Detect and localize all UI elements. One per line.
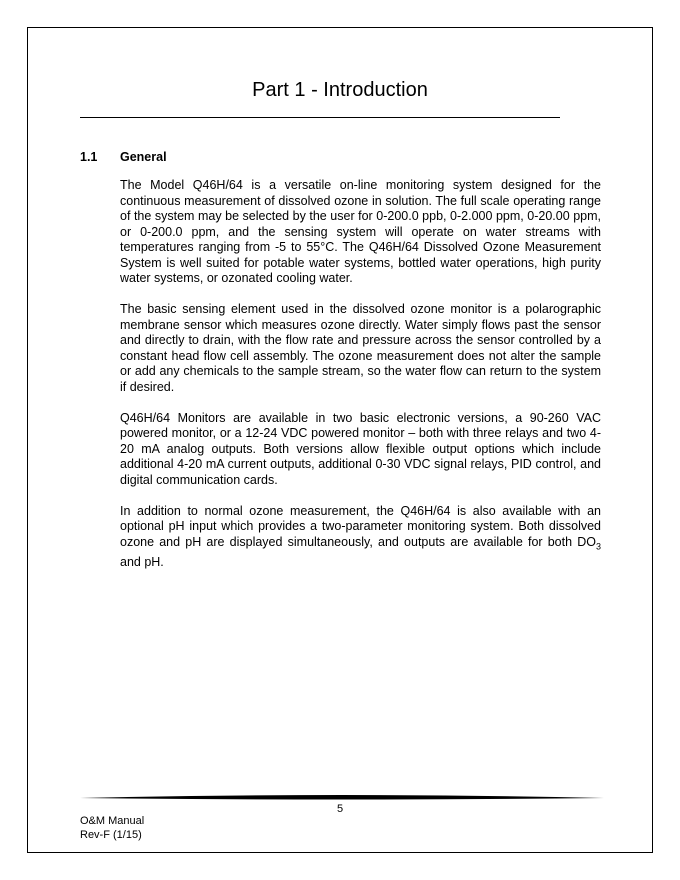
paragraph-2: The basic sensing element used in the dissolved ozone monitor is a polarographic membrane sensor which measures ozone directly. Water simply flows past the sensor and directly to drain, with the flow rate and pressure across the sensor controlled by a constant head flow cell assembly. The ozone measurement does not alter the sample or add any chemicals to the sample stream, so the water flow can return to the system if desired. (120, 302, 601, 394)
paragraph-4-text: In addition to normal ozone measurement, the Q46H/64 is also available with an optional pH input which provides a two-parameter monitoring system. Both dissolved ozone and pH are displayed simultaneously, and outputs are available for both DO (120, 503, 601, 549)
page-number: 5 (336, 803, 344, 815)
paragraph-3: Q46H/64 Monitors are available in two basic electronic versions, a 90-260 VAC powered monitor, or a 12-24 VDC powered monitor – both with three relays and two 4-20 mA analog outputs. Both versions allow flexible output options which include additional 4-20 mA current outputs, additional 0-30 VDC signal relays, PID control, and digital communication cards. (120, 410, 601, 487)
paragraph-4 (120, 504, 601, 571)
section-number: 1.1 (80, 150, 98, 164)
paragraph-4-subscript: 3 (595, 541, 601, 551)
footer-swoosh-divider (80, 792, 604, 802)
footer-manual: O&M Manual (80, 815, 145, 827)
section-title: General (120, 150, 167, 164)
page-title: Part 1 - Introduction (252, 79, 428, 101)
footer-revision: Rev-F (1/15) (80, 829, 142, 841)
paragraph-4-tail: and pH. (120, 554, 164, 569)
title-rule (80, 117, 560, 118)
footer-info (80, 814, 144, 842)
paragraph-1: The Model Q46H/64 is a versatile on-line monitoring system designed for the continuous measurement of dissolved ozone in solution. The full scale operating range of the system may be selected by the user for 0-200.0 ppb, 0-2.000 ppm, 0-20.00 ppm, or 0-200.0 ppm, and the sensing system will operate on water streams with temperatures ranging from -5 to 55°C. The Q46H/64 Dissolved Ozone Measurement System is well suited for potable water systems, bottled water operations, high purity water systems, or ozonated cooling water. (120, 178, 601, 285)
body-text (120, 178, 601, 586)
